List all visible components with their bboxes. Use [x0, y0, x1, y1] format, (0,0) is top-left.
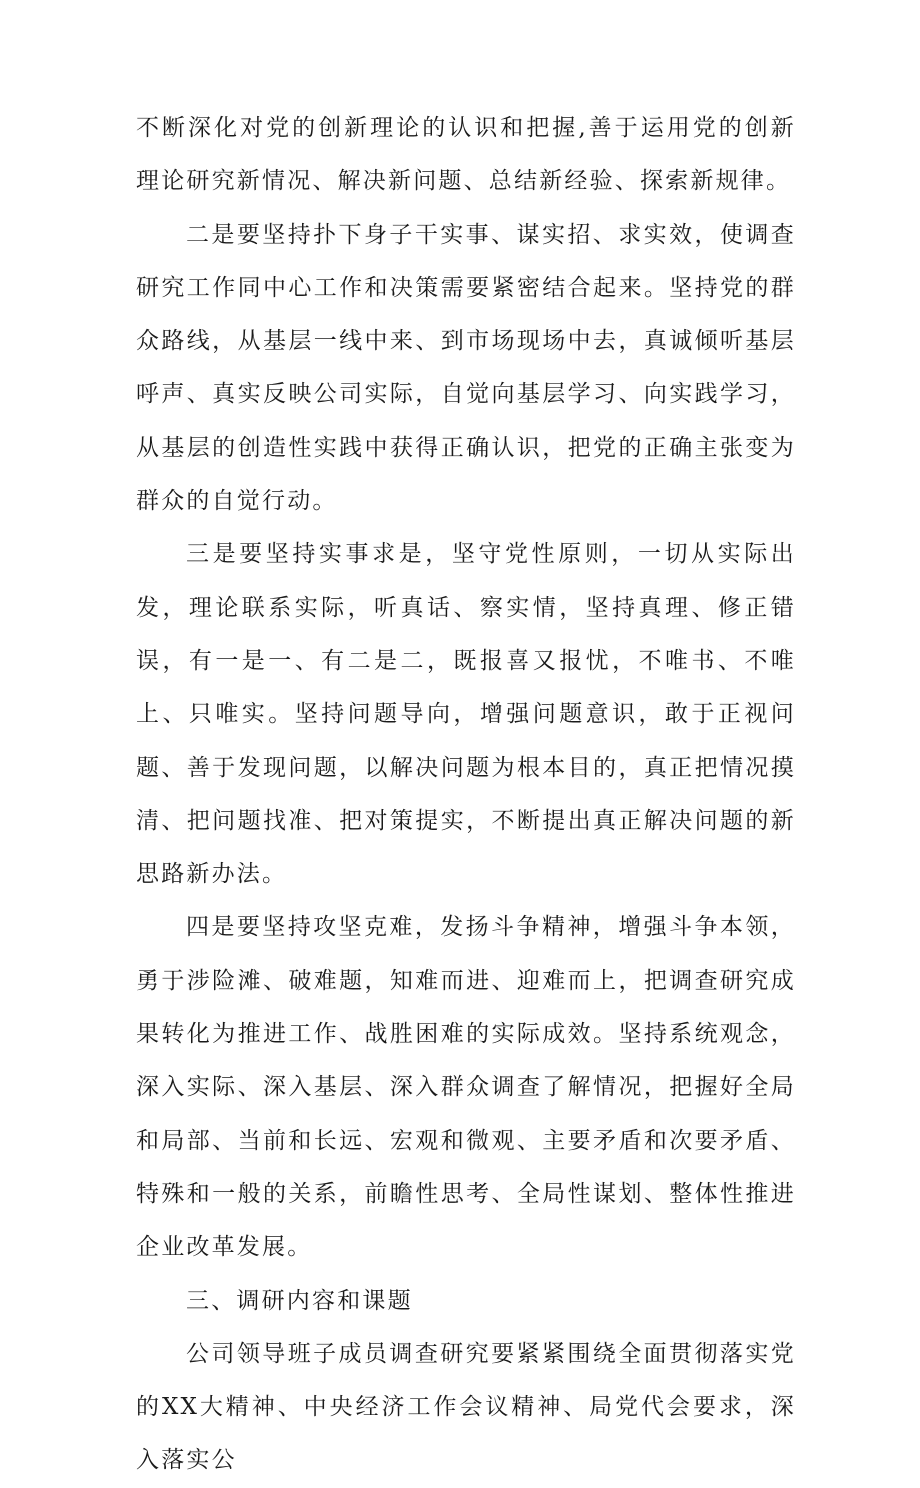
paragraph-point-four: 四是要坚持攻坚克难，发扬斗争精神，增强斗争本领，勇于涉险滩、破难题，知难而进、迎难而上，把调查研究成果转化为推进工作、战胜困难的实际成效。坚持系统观念，深入实际、深入基层、深入群众调查了解情况，把握好全局和局部、当前和长远、宏观和微观、主要矛盾和次要矛盾、特殊和一般的关系，前瞻性思考、全局性谋划、整体性推进企业改革发展。: [136, 914, 796, 1261]
paragraph-point-two: 二是要坚持扑下身子干实事、谋实招、求实效，使调查研究工作同中心工作和决策需要紧密结合起来。坚持党的群众路线，从基层一线中来、到市场现场中去，真诚倾听基层呼声、真实反映公司实际，自觉向基层学习、向实践学习，从基层的创造性实践中获得正确认识，把党的正确主张变为群众的自觉行动。: [136, 221, 796, 515]
section-heading: 三、调研内容和课题: [186, 1287, 413, 1314]
paragraph-point-three: 三是要坚持实事求是，坚守党性原则，一切从实际出发，理论联系实际，听真话、察实情，坚持真理、修正错误，有一是一、有二是二，既报喜又报忧，不唯书、不唯上、只唯实。坚持问题导向，增强问题意识，敢于正视问题、善于发现问题，以解决问题为根本目的，真正把情况摸清、把问题找准、把对策提实，不断提出真正解决问题的新思路新办法。: [136, 541, 796, 888]
paragraph-continuation: 不断深化对党的创新理论的认识和把握,善于运用党的创新理论研究新情况、解决新问题、总结新经验、探索新规律。: [136, 115, 796, 195]
document-body: [136, 102, 796, 1488]
paragraph-research-content: 公司领导班子成员调查研究要紧紧围绕全面贯彻落实党的XX大精神、中央经济工作会议精神、局党代会要求，深入落实公: [136, 1340, 796, 1474]
